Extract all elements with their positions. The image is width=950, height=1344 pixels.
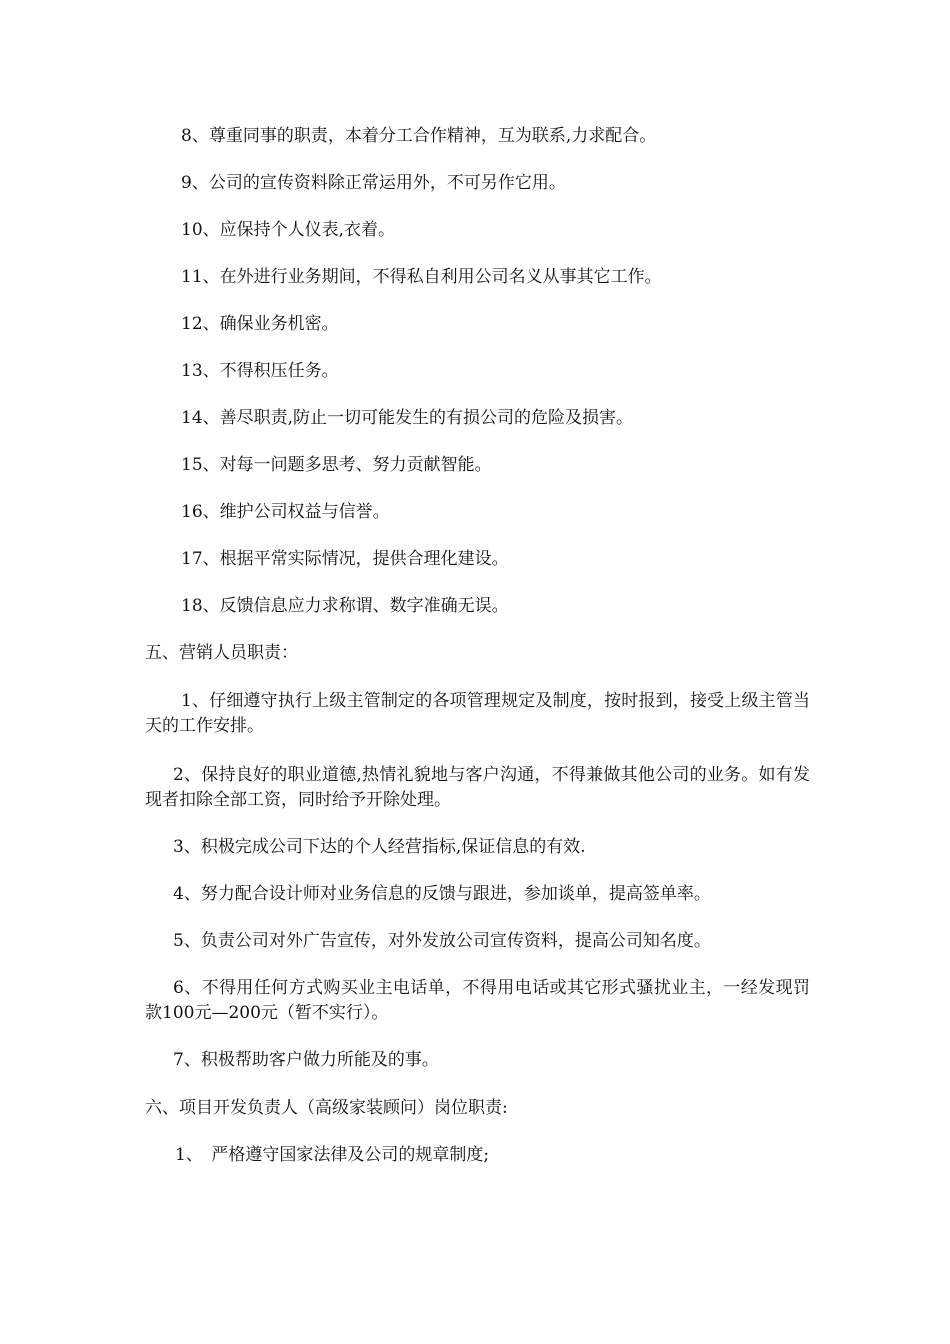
sales-duty-7: 7、积极帮助客户做力所能及的事。: [173, 1050, 439, 1070]
section-heading-6: 六、项目开发负责人（高级家装顾问）岗位职责:: [145, 1098, 508, 1118]
list-item-16: 16、维护公司权益与信誉。: [181, 502, 390, 522]
list-item-18: 18、反馈信息应力求称谓、数字准确无误。: [181, 596, 509, 616]
list-item-17: 17、根据平常实际情况，提供合理化建设。: [181, 549, 509, 569]
list-item-12: 12、确保业务机密。: [181, 314, 339, 334]
sales-duty-3: 3、积极完成公司下达的个人经营指标,保证信息的有效.: [173, 837, 586, 857]
list-item-10: 10、应保持个人仪表,衣着。: [181, 220, 396, 240]
section-heading-5: 五、营销人员职责：: [145, 643, 298, 663]
sales-duty-4: 4、努力配合设计师对业务信息的反馈与跟进，参加谈单，提高签单率。: [173, 884, 711, 904]
sales-duty-5: 5、负责公司对外广告宣传，对外发放公司宣传资料，提高公司知名度。: [173, 931, 711, 951]
sales-duty-6: 6、不得用任何方式购买业主电话单，不得用电话或其它形式骚扰业主，一经发现罚款100元—200元（暂不实行）。: [145, 978, 810, 1023]
project-duty-1: 1、 严格遵守国家法律及公司的规章制度;: [175, 1145, 490, 1165]
list-item-9: 9、公司的宣传资料除正常运用外，不可另作它用。: [181, 173, 566, 193]
sales-duty-1: 1、仔细遵守执行上级主管制定的各项管理规定及制度，按时报到，接受上级主管当天的工作安排。: [145, 691, 810, 736]
sales-duty-2: 2、保持良好的职业道德,热情礼貌地与客户沟通，不得兼做其他公司的业务。如有发现者扣除全部工资，同时给予开除处理。: [145, 765, 810, 810]
list-item-15: 15、对每一问题多思考、努力贡献智能。: [181, 455, 492, 475]
list-item-14: 14、善尽职责,防止一切可能发生的有损公司的危险及损害。: [181, 408, 634, 428]
list-item-8: 8、尊重同事的职责，本着分工合作精神，互为联系,力求配合。: [181, 126, 657, 146]
list-item-11: 11、在外进行业务期间，不得私自利用公司名义从事其它工作。: [181, 267, 662, 287]
list-item-13: 13、不得积压任务。: [181, 361, 339, 381]
